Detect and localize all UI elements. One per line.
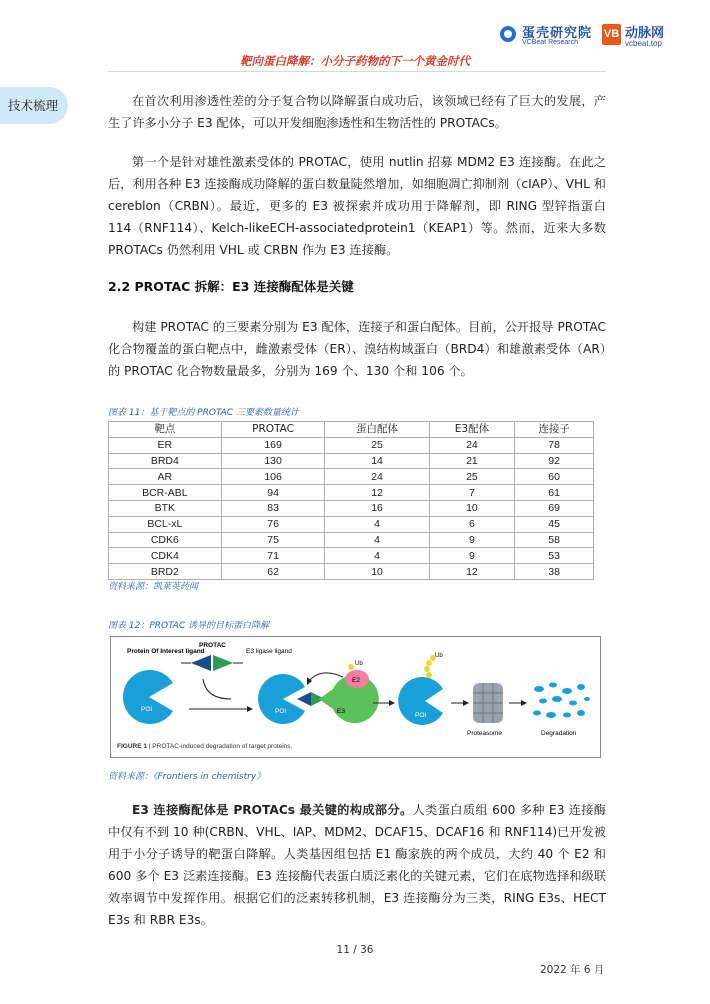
e3-label: E3 — [337, 708, 345, 715]
paragraph-4 — [108, 799, 606, 931]
table-cell: CDK6 — [109, 532, 222, 548]
section-tab: 技术梳理 — [0, 87, 68, 124]
logo-vcbeat-url: vcbeat.top — [625, 39, 662, 48]
table-cell: 4 — [325, 548, 429, 564]
table-cell: 14 — [325, 453, 429, 469]
paragraph-4-text: 人类蛋白质组 600 多种 E3 连接酶中仅有不到 10 种(CRBN、VHL、IAP、MDM2、DCAF15、DCAF16 和 RNF114)已开发被用于小分子诱导的靶蛋白降解。人类基因组包括 E1 酶家族的两个成员，大约 40 个 E2 和 600 多个 E3 泛素连接酶。E3 连接酶代表蛋白质泛素化的关键元素，它们在底物选择和级联效率调节中发挥作用。根据它们的泛素转移机制，E3 连接酶分为三类，RING E3s、HECT E3s 和 RBR E3s。 — [108, 803, 606, 927]
curve-arrow-icon — [203, 679, 231, 699]
poi-ligand-label: Protein Of Interest ligand — [127, 648, 205, 655]
paragraph-2: 第一个是针对雄性激素受体的 PROTAC，使用 nutlin 招募 MDM2 E3 连接酶。在此之后，利用各种 E3 连接酶成功降解的蛋白数量陡然增加，如细胞凋亡抑制剂（cIAP）、VHL 和 cereblon（CRBN）。最近，更多的 E3 被探索并成功用于降解剂，即 RING 型锌指蛋白 114（RNF114）、Kelch-likeECH-associatedprotein1（KEAP1）等。然而，近来大多数 PROTACs 仍然利用 VHL 或 CRBN 作为 E3 连接酶。 — [108, 155, 606, 257]
table-cell: ER — [109, 437, 222, 453]
table-cell: 94 — [221, 485, 325, 501]
table-cell: BRD2 — [109, 564, 222, 580]
table-row — [109, 548, 594, 564]
table-cell: 16 — [325, 500, 429, 516]
logo-vcbeat-name: 动脉网 — [625, 26, 665, 41]
figure-caption: 图表 12：PROTAC 诱导的目标蛋白降解 — [108, 621, 270, 631]
table-cell: 24 — [325, 469, 429, 485]
table-cell: 58 — [515, 532, 594, 548]
ub-label-1: Ub — [355, 661, 363, 667]
degraded-fragments-icon — [533, 683, 590, 719]
table-cell: 92 — [515, 453, 594, 469]
table-cell: 24 — [429, 437, 515, 453]
table-header-row — [109, 422, 594, 438]
page-number: 11 / 36 — [336, 944, 374, 956]
paragraph-4-bold: E3 连接酶配体是 PROTACs 最关键的构成部分。 — [132, 803, 413, 817]
table-cell: BTK — [109, 500, 222, 516]
table-cell: 130 — [221, 453, 325, 469]
document-title: 靶向蛋白降解：小分子药物的下一个黄金时代 — [240, 54, 470, 68]
table-cell: 60 — [515, 469, 594, 485]
table-cell: 83 — [221, 500, 325, 516]
table-cell: AR — [109, 469, 222, 485]
ubiquitin-icon — [348, 664, 354, 670]
table-cell: 21 — [429, 453, 515, 469]
paragraph-1: 在首次利用渗透性差的分子复合物以降解蛋白成功后，该领域已经有了巨大的发展，产生了许多小分子 E3 配体，可以开发细胞渗透性和生物活性的 PROTACs。 — [108, 94, 606, 130]
table-cell: BCR-ABL — [109, 485, 222, 501]
proteasome-icon — [473, 683, 503, 723]
table-cell: 75 — [221, 532, 325, 548]
poi-label: POI — [141, 706, 153, 713]
table-row — [109, 564, 594, 580]
protac-right-arrow-icon — [213, 655, 233, 671]
poi-complex-label: POI — [275, 708, 287, 715]
table-cell: 4 — [325, 532, 429, 548]
table-cell: 71 — [221, 548, 325, 564]
table-row — [109, 516, 594, 532]
table-row — [109, 500, 594, 516]
e3-ligand-label: E3 ligase ligand — [246, 648, 292, 655]
poi-protein-icon — [123, 670, 173, 724]
table-row — [109, 485, 594, 501]
table-cell: 78 — [515, 437, 594, 453]
section-heading: 2.2 PROTAC 拆解：E3 连接酶配体是关键 — [108, 279, 354, 294]
table-cell: 62 — [221, 564, 325, 580]
table-row — [109, 532, 594, 548]
table-cell: 10 — [325, 564, 429, 580]
table-header-cell: E3配体 — [429, 422, 515, 438]
figure-source: 资料来源：《Frontiers in chemistry》 — [108, 772, 266, 782]
table-cell: 45 — [515, 516, 594, 532]
table-cell: 4 — [325, 516, 429, 532]
table-cell: 61 — [515, 485, 594, 501]
table-cell: 6 — [429, 516, 515, 532]
table-cell: CDK4 — [109, 548, 222, 564]
table-cell: 25 — [325, 437, 429, 453]
table-row — [109, 453, 594, 469]
header-divider — [108, 71, 606, 72]
table-cell: 9 — [429, 548, 515, 564]
arrow-right-icon — [389, 700, 395, 706]
table-cell: 12 — [325, 485, 429, 501]
table-cell: 38 — [515, 564, 594, 580]
protac-target-table — [108, 421, 594, 580]
table-cell: 169 — [221, 437, 325, 453]
table-cell: 69 — [515, 500, 594, 516]
figure-number: FIGURE 1 — [117, 743, 147, 750]
paragraph-3: 构建 PROTAC 的三要素分别为 E3 配体，连接子和蛋白配体。目前，公开报导 PROTAC 化合物覆盖的蛋白靶点中，雌激素受体（ER）、溴结构域蛋白（BRD4）和雄激素受体（AR）的 PROTAC 化合物数量最多，分别为 169 个、130 个和 106 个。 — [108, 320, 606, 378]
protac-label: PROTAC — [199, 642, 226, 649]
publication-date: 2022 年 6 月 — [540, 964, 605, 976]
logo-vcbeat-research-name: 蛋壳研究院 — [522, 26, 593, 41]
poi-ub-label: POI — [415, 712, 427, 719]
table-cell: BRD4 — [109, 453, 222, 469]
table-cell: 12 — [429, 564, 515, 580]
table-source: 资料来源：凯莱英药闻 — [108, 582, 199, 592]
protac-figure — [110, 636, 601, 758]
table-header-cell: PROTAC — [221, 422, 325, 438]
protac-mechanism-diagram — [111, 637, 600, 757]
table-header-cell: 蛋白配体 — [325, 422, 429, 438]
proteasome-label: Proteasome — [467, 730, 503, 737]
vcbeat-research-logo-icon — [500, 26, 516, 42]
table-row — [109, 437, 594, 453]
logo-vcbeat-research-sub: VCBeat Research — [522, 39, 579, 46]
table-header-cell: 靶点 — [109, 422, 222, 438]
table-cell: 53 — [515, 548, 594, 564]
table-cell: 106 — [221, 469, 325, 485]
protac-left-arrow-icon — [191, 655, 211, 671]
table-caption: 图表 11：基于靶点的 PROTAC 三要素数量统计 — [108, 408, 299, 418]
table-header-cell: 连接子 — [515, 422, 594, 438]
degradation-label: Degradation — [541, 730, 577, 737]
table-cell: 25 — [429, 469, 515, 485]
figure-inner-caption — [117, 743, 292, 750]
table-row — [109, 469, 594, 485]
arrow-right-icon — [247, 706, 253, 712]
table-cell: 10 — [429, 500, 515, 516]
ub-label-2: Ub — [435, 653, 443, 659]
table-cell: 9 — [429, 532, 515, 548]
vcbeat-logo-icon: VB — [602, 24, 621, 45]
e2-label: E2 — [352, 677, 360, 684]
table-cell: BCL-xL — [109, 516, 222, 532]
figure-caption-text: | PROTAC-induced degradation of target proteins. — [148, 743, 293, 750]
table-cell: 7 — [429, 485, 515, 501]
table-cell: 76 — [221, 516, 325, 532]
